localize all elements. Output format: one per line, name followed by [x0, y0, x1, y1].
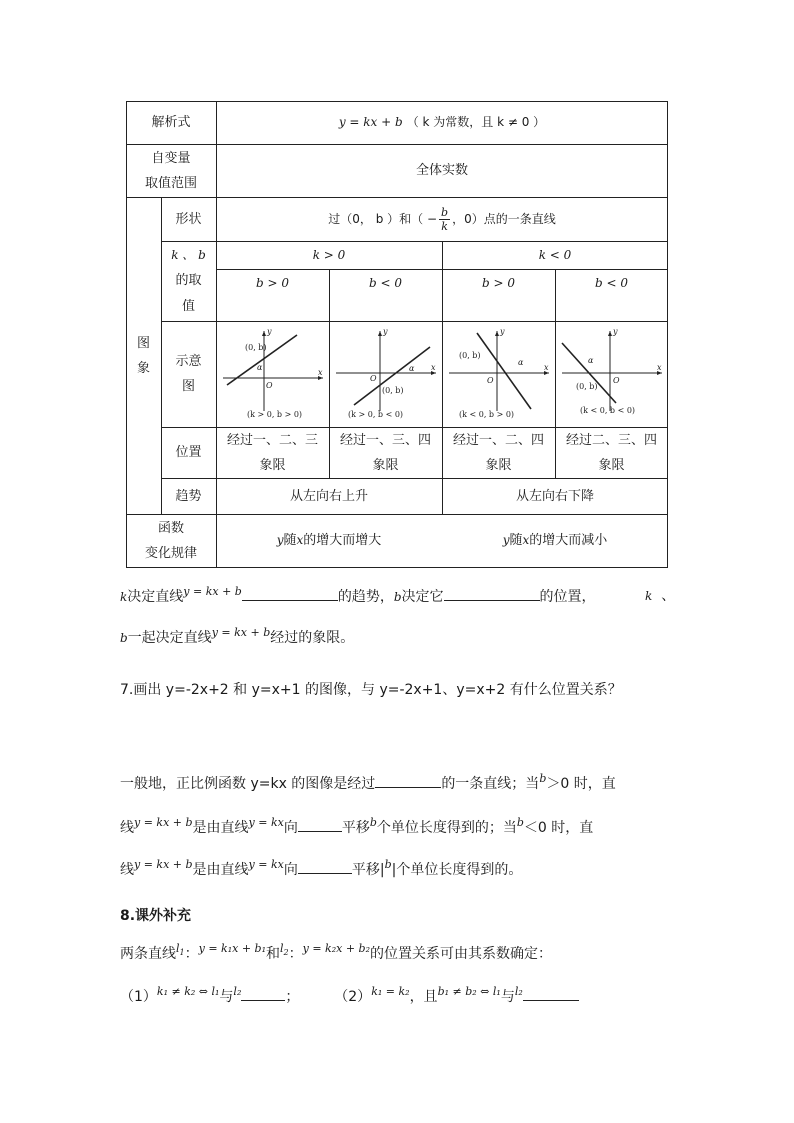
point-label: (0, b) [382, 386, 404, 395]
function-line [477, 333, 531, 409]
graph-k-pos-b-pos [219, 323, 327, 425]
blank-1 [242, 586, 338, 601]
label-domain: 自变量 取值范围 [144, 150, 197, 191]
trend-up: 从左向右上升 [289, 488, 368, 504]
point-label: (0, b) [576, 382, 598, 391]
b-value-1: b > 0 [256, 275, 289, 290]
blank-4 [298, 817, 342, 832]
position-value-2: 经过一、三、四 象限 [339, 432, 431, 473]
axis-y-label: y [267, 327, 272, 336]
position-value-4: 经过二、三、四 象限 [565, 432, 657, 473]
question-7: 7.画出 y=-2x+2 和 y=x+1 的图像，与 y=-2x+1、y=x+2 有什么位置关系？ [120, 682, 622, 698]
linear-function-table [126, 101, 668, 567]
function-line [354, 347, 430, 405]
blank-2 [444, 586, 540, 601]
blank-5 [298, 859, 352, 874]
fraction-b-over-k: $\frac{b}{k}$ [441, 205, 449, 233]
para1-line2: b一起决定直线$^{y = kx + b}$经过的象限。 [120, 626, 355, 646]
rule-increasing: y 随 x 的增大而增大 [276, 533, 382, 548]
blank-7 [523, 986, 579, 1001]
axis-y-label: y [500, 327, 505, 336]
graph-caption: (k > 0, b < 0) [348, 410, 404, 419]
blank-3 [375, 773, 441, 788]
shape-value: 过（0， b ）和（ − $\frac{b}{k}$ ，0）点的一条直线 [328, 205, 556, 233]
axis-x-label: x [431, 363, 436, 372]
origin-label: O [266, 381, 273, 390]
label-graph-group: 图 象 [136, 335, 150, 376]
para2-line2: 线$^{y = kx + b}$是由直线$^{y = kx}$向 平移$^b$个单位长度得到的；当$^b$＜0 时，直 [120, 816, 594, 836]
para2-line1: 一般地，正比例函数 y=kx 的图像是经过 的一条直线；当$^b$＞0 时，直 [120, 772, 616, 792]
para1-line1: k决定直线$^{y = kx + b}$ 的趋势，b决定它 的位置， [120, 585, 596, 605]
para2-line3: 线$^{y = kx + b}$是由直线$^{y = kx}$向 平移$|^b|$个单位长度得到的。 [120, 858, 523, 878]
b-value-3: b > 0 [482, 275, 515, 290]
q8-line1: 两条直线$^{l_1}$：$^{y = k_1x + b_1}$和$^{l_2}$：$^{y = k_2x + b_2}$的位置关系可由其系数确定： [120, 942, 552, 962]
angle-label: α [257, 363, 263, 372]
axis-x-label: x [657, 363, 662, 372]
origin-label: O [487, 376, 494, 385]
label-diagram: 示意 图 [175, 354, 202, 394]
point-label: (0, b) [459, 351, 481, 360]
origin-label: O [613, 376, 620, 385]
position-value-1: 经过一、二、三 象限 [226, 432, 318, 473]
b-value-2: b < 0 [369, 275, 402, 290]
b-value-4: b < 0 [595, 275, 628, 290]
label-rule: 函数 变化规律 [144, 520, 197, 561]
graph-k-neg-b-pos [445, 323, 553, 425]
label-kb: k 、 b 的取 值 [171, 248, 206, 314]
graph-caption: (k > 0, b > 0) [247, 410, 303, 419]
label-position: 位置 [175, 445, 202, 460]
graph-caption: (k < 0, b > 0) [459, 410, 515, 419]
angle-label: α [588, 356, 594, 365]
blank-6 [241, 986, 285, 1001]
position-value-3: 经过一、二、四 象限 [452, 432, 544, 473]
axis-y-label: y [383, 327, 388, 336]
k-negative: k < 0 [538, 247, 572, 262]
trend-down: 从左向右下降 [515, 488, 594, 504]
analytic-formula: y = kx + b （ k 为常数，且 k ≠ 0 ） [338, 115, 546, 129]
graph-k-neg-b-neg [558, 323, 666, 425]
k-positive: k > 0 [312, 247, 346, 262]
label-trend: 趋势 [175, 488, 202, 504]
axis-x-label: x [544, 363, 549, 372]
q8-line2: $(1)^{k_1 \ne k_2 \Leftrightarrow l_1}$与$^{l_2}$ ； $(2)^{k_1 = k_2}$，且$^{b_1 \ne b_2 \Leftrightarrow l_1}$与$^{l_2}$ [120, 986, 579, 1008]
graph-k-pos-b-neg [332, 323, 440, 425]
point-label: (0, b) [245, 343, 267, 352]
question-8-title: 8.课外补充 [120, 908, 192, 924]
angle-label: α [409, 364, 415, 373]
rule-decreasing: y 随 x 的增大而减小 [502, 533, 608, 548]
graph-caption: (k < 0, b < 0) [580, 406, 636, 415]
axis-x-label: x [318, 368, 323, 377]
axis-y-label: y [613, 327, 618, 336]
angle-label: α [518, 358, 524, 367]
domain-value: 全体实数 [415, 163, 468, 178]
para1-k-comma: k 、 [645, 588, 676, 604]
label-analytic: 解析式 [151, 115, 191, 130]
origin-label: O [370, 374, 377, 383]
label-shape: 形状 [175, 211, 202, 227]
